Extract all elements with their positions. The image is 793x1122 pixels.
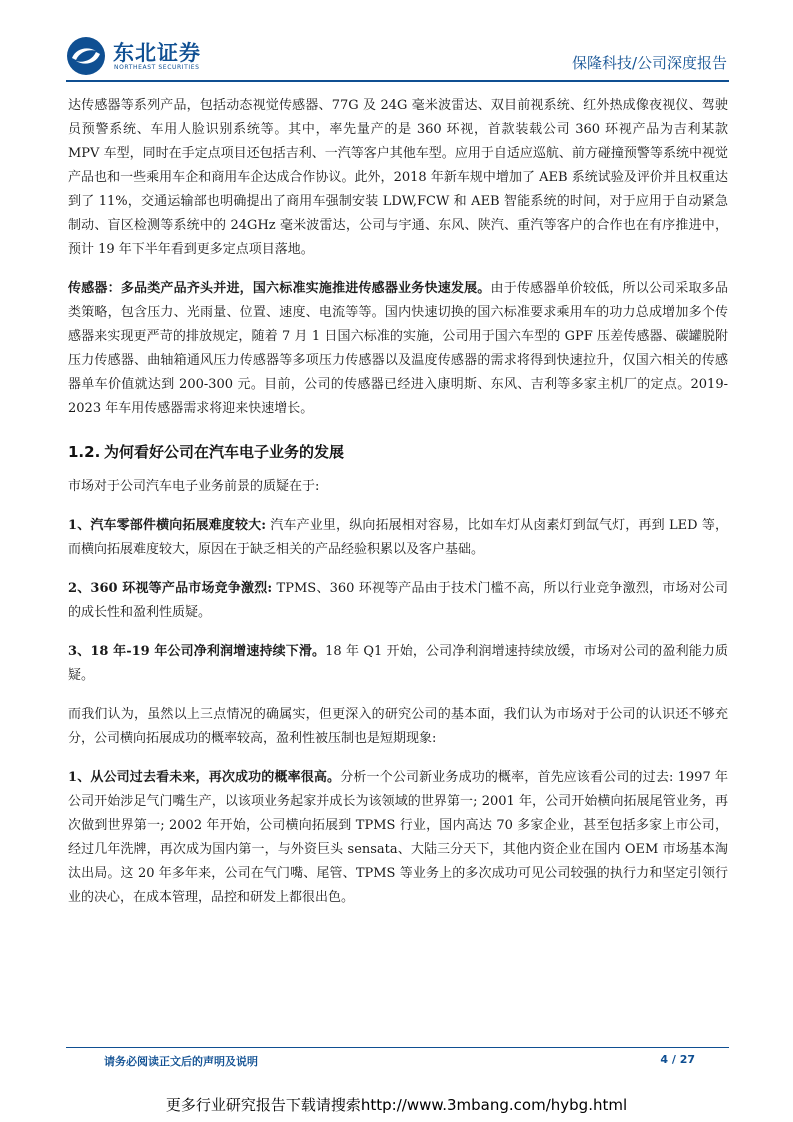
paragraph-sensors — [68, 277, 728, 421]
section-number: 1.2. — [68, 443, 101, 461]
paragraph-lead: 1、汽车零部件横向拓展难度较大: — [68, 518, 267, 533]
paragraph-doubt-1 — [68, 514, 728, 562]
logo-chinese-name: 东北证券 — [113, 41, 201, 65]
paragraph-lead: 2、360 环视等产品市场竞争激烈: — [68, 581, 273, 596]
footer-disclaimer: 请务必阅读正文后的声明及说明 — [104, 1055, 258, 1068]
paragraph-our-view: 而我们认为，虽然以上三点情况的确属实，但更深入的研究公司的基本面，我们认为市场对于公司的认识还不够充分，公司横向拓展成功的概率较高，盈利性被压制也是短期现象: — [68, 707, 728, 746]
page-header — [0, 0, 793, 80]
paragraph-lead: 传感器：多品类产品齐头并进，国六标准实施推进传感器业务快速发展。 — [68, 281, 491, 296]
paragraph-text: 18 年 Q1 开始，公司净利润增速持续放缓，市场对公司的盈利能力质疑。 — [68, 644, 728, 683]
download-banner: 更多行业研究报告下载请搜索http://www.3mbang.com/hybg.html — [165, 1096, 628, 1114]
paragraph-lead: 1、从公司过去看未来，再次成功的概率很高。 — [68, 770, 341, 785]
report-type: 保隆科技/公司深度报告 — [571, 54, 727, 72]
paragraph-radar-products: 达传感器等系列产品，包括动态视觉传感器、77G 及 24G 毫米波雷达、双目前视系统、红外热成像夜视仪、驾驶员预警系统、车用人脸识别系统等。其中，率先量产的是 360 环视，首款装载公司 360 环视产品为吉利某款 MPV 车型，同时在手定点项目还包括吉利、一汽等客户其他车型。应用于自适应巡航、前方碰撞预警等系统中视觉产品也和一些乘用车企和商用车企达成合作协议。此外，2018 年新车规中增加了 AEB 系统试验及评价并且权重达到了 11%，交通运输部也明确提出了商用车强制安装 LDW,FCW 和 AEB 智能系统的时间，对于应用于自动紧急制动、盲区检测等系统中的 24GHz 毫米波雷达，公司与宇通、东风、陕汽、重汽等客户的合作也在有序推进中，预计 19 年下半年看到更多定点项目落地。 — [68, 98, 728, 257]
paragraph-lead: 3、18 年-19 年公司净利润增速持续下滑。 — [68, 644, 326, 659]
page-number: 4 / 27 — [660, 1053, 695, 1066]
paragraph-text: TPMS、360 环视等产品由于技术门槛不高，所以行业竞争激烈，市场对公司的成长性和盈利性质疑。 — [68, 581, 728, 620]
paragraph-text: 由于传感器单价较低，所以公司采取多品类策略，包含压力、光雨量、位置、速度、电流等等。国内快速切换的国六标准要求乘用车的功力总成增加多个传感器来实现更严苛的排放规定，随着 7 月 1 日国六标准的实施，公司用于国六车型的 GPF 压差传感器、碳罐脱附压力传感器、曲轴箱通风压力传感器等多项压力传感器以及温度传感器的需求将得到快速拉升，仅国六相关的传感器单车价值就达到 200-300 元。目前，公司的传感器已经进入康明斯、东风、吉利等多家主机厂的定点。2019-2023 年车用传感器需求将迎来快速增长。 — [68, 281, 728, 416]
paragraph-market-doubts: 市场对于公司汽车电子业务前景的质疑在于: — [68, 479, 320, 494]
section-heading — [68, 439, 728, 465]
company-logo — [66, 36, 236, 76]
logo-english-name: NORTHEAST SECURITIES — [114, 64, 200, 71]
header-divider — [66, 80, 729, 82]
paragraph-doubt-3 — [68, 640, 728, 688]
report-body — [68, 94, 728, 910]
paragraph-text: 汽车产业里，纵向拓展相对容易，比如车灯从卤素灯到氙气灯，再到 LED 等，而横向拓展难度较大，原因在于缺乏相关的产品经验积累以及客户基础。 — [68, 518, 728, 557]
paragraph-text: 分析一个公司新业务成功的概率，首先应该看公司的过去: 1997 年公司开始涉足气门嘴生产，以该项业务起家并成长为该领域的世界第一; 2001 年，公司开始横向拓展尾管业务，再次做到世界第一; 2002 年开始，公司横向拓展到 TPMS 行业，国内高达 70 多家企业，甚至包括多家上市公司，经过几年洗牌，再次成为国内第一，与外资巨头 sensata、大陆三分天下，其他内资企业在国内 OEM 市场基本淘汰出局。这 20 年多年来，公司在气门嘴、尾管、TPMS 等业务上的多次成功可见公司较强的执行力和坚定引领行业的决心，在成本管理，品控和研发上都很出色。 — [68, 770, 729, 905]
logo-swirl-icon — [66, 36, 106, 76]
footer-divider — [66, 1047, 729, 1048]
paragraph-doubt-2 — [68, 577, 728, 625]
paragraph-reason-1 — [68, 766, 728, 910]
section-title: 为何看好公司在汽车电子业务的发展 — [104, 443, 345, 461]
